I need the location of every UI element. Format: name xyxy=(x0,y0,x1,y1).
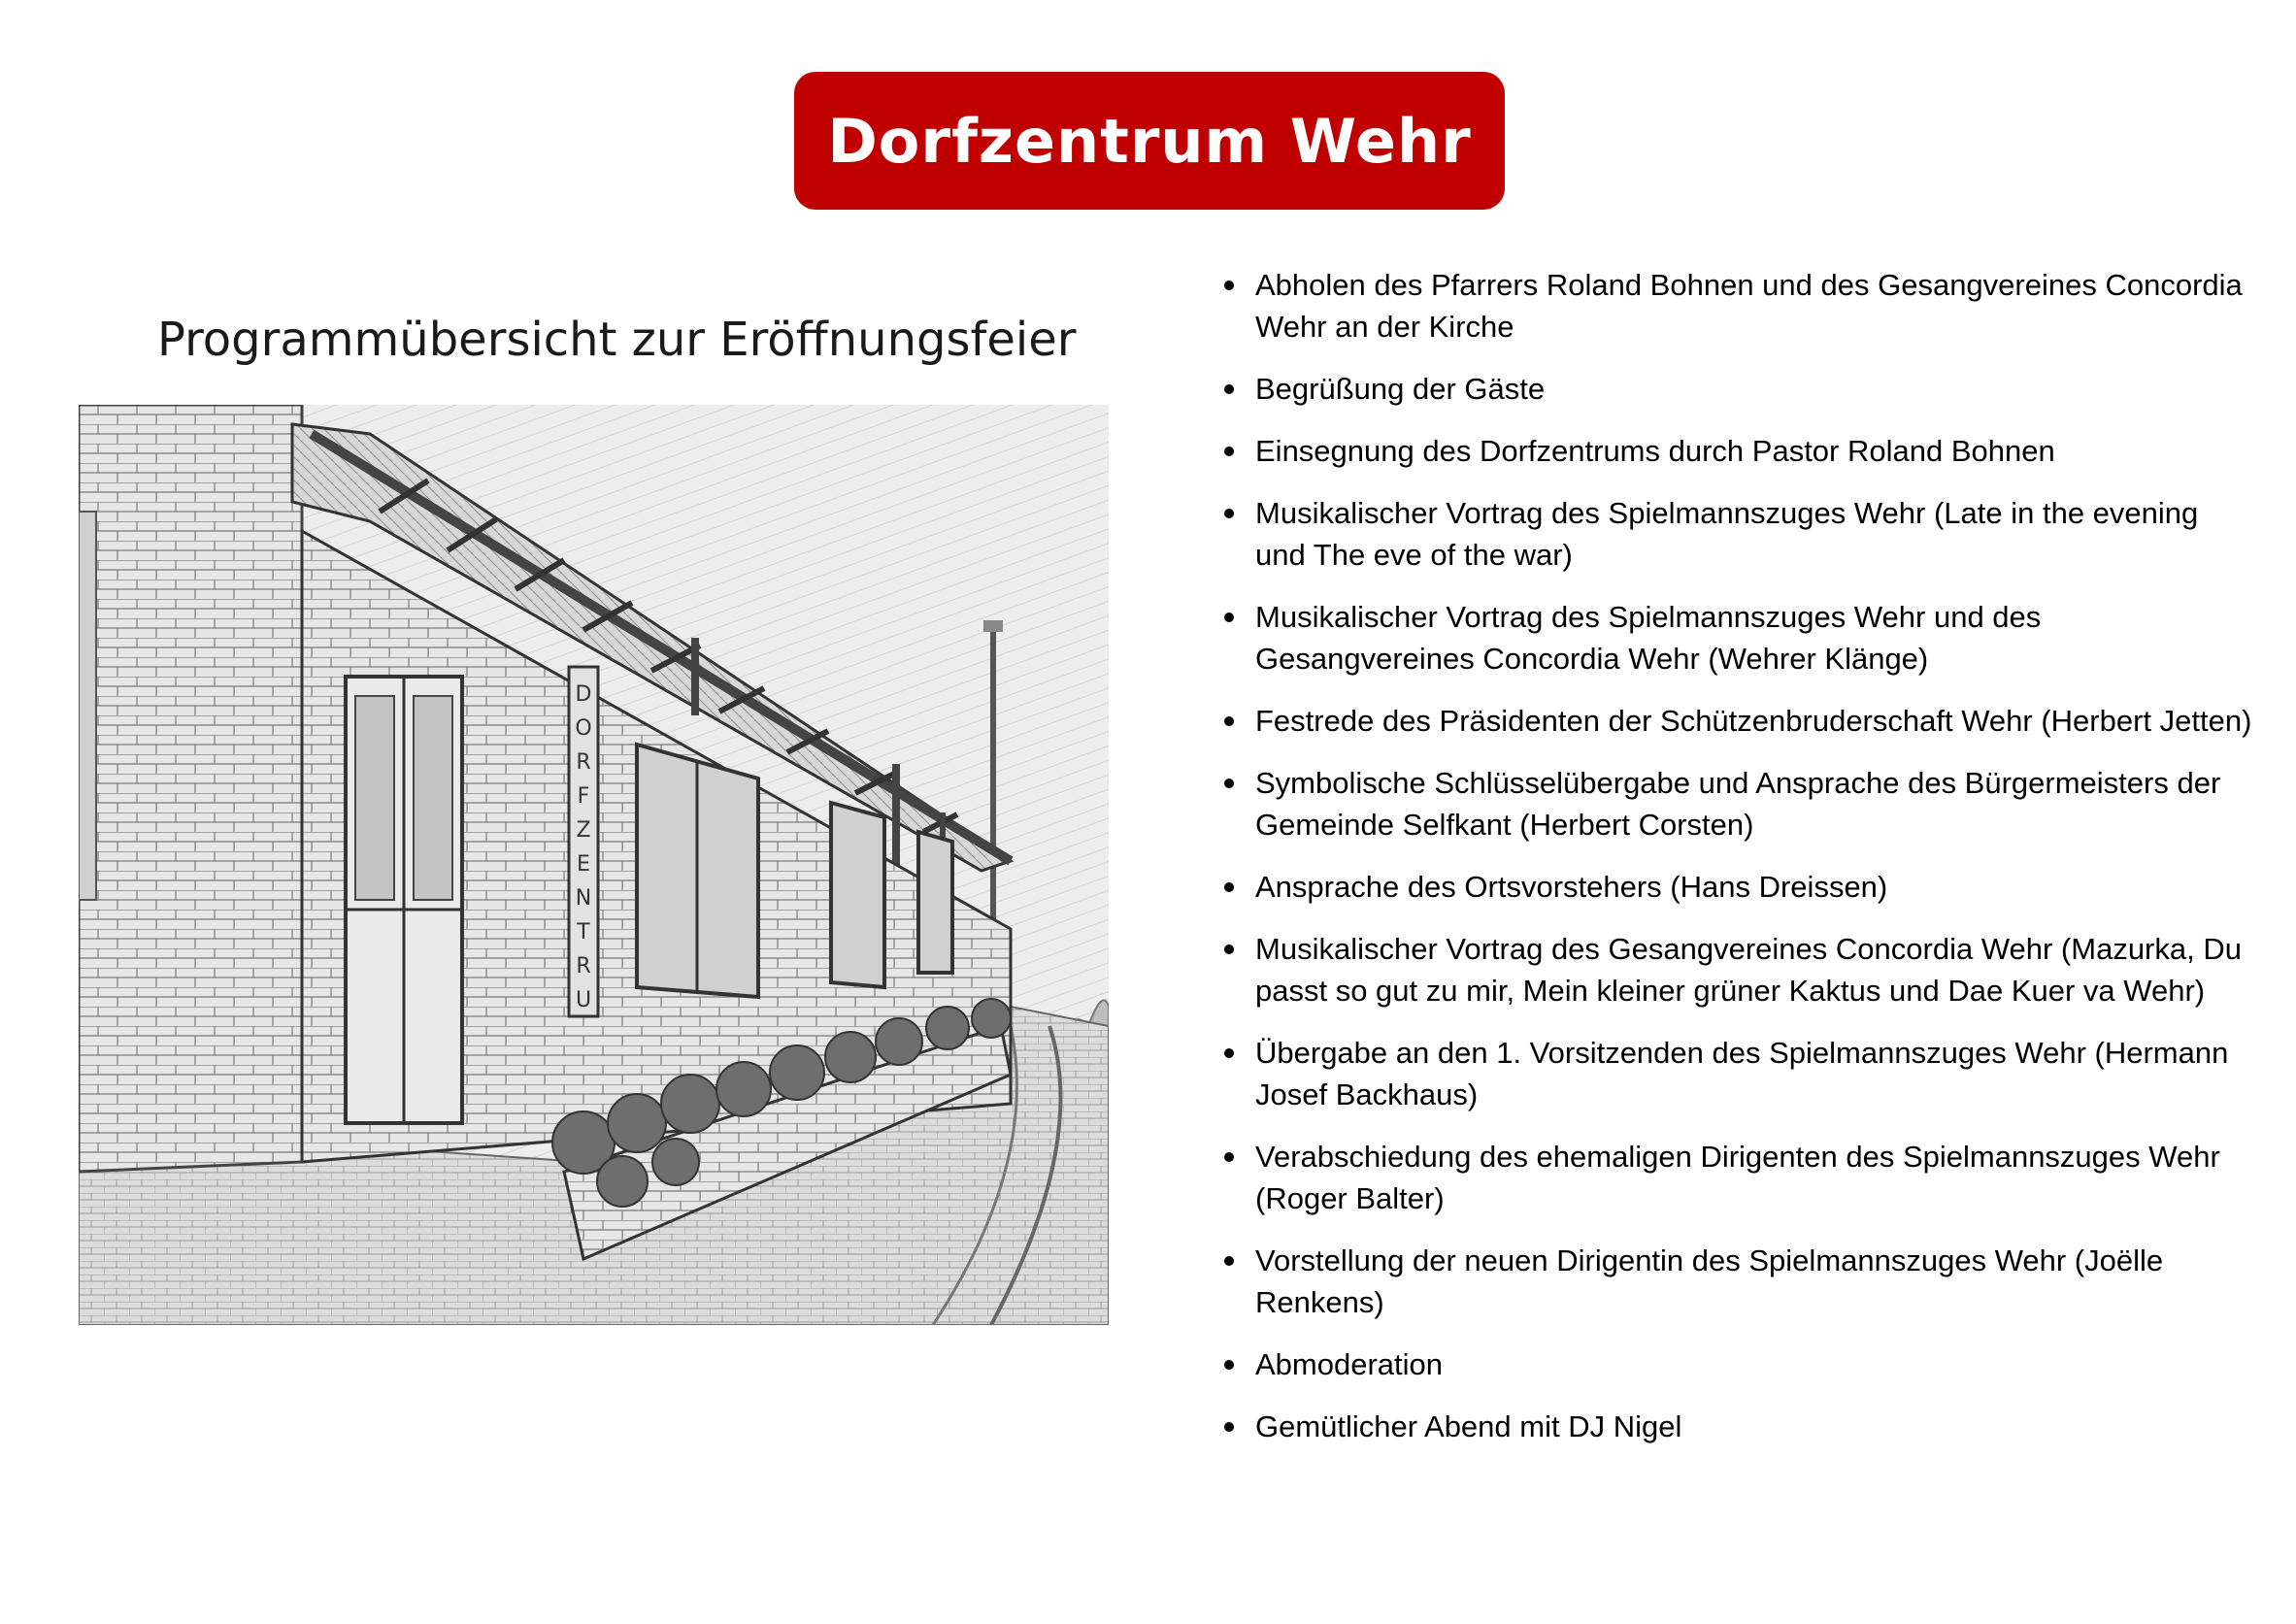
sign-letter: R xyxy=(576,954,591,978)
program-item: Verabschiedung des ehemaligen Dirigenten des Spielmannszuges Wehr (Roger Balter) xyxy=(1221,1136,2252,1219)
title-banner xyxy=(794,72,1505,210)
sign-letter: Z xyxy=(576,818,591,843)
sign-letter: E xyxy=(577,852,590,877)
building-sketch-image xyxy=(79,405,1109,1325)
program-item: Übergabe an den 1. Vorsitzenden des Spielmannszuges Wehr (Hermann Josef Backhaus) xyxy=(1221,1032,2252,1115)
program-item: Ansprache des Ortsvorstehers (Hans Dreissen) xyxy=(1221,866,2252,908)
sign-letter: U xyxy=(575,988,592,1012)
program-item: Einsegnung des Dorfzentrums durch Pastor Roland Bohnen xyxy=(1221,430,2252,472)
program-item: Begrüßung der Gäste xyxy=(1221,368,2252,410)
program-item: Festrede des Präsidenten der Schützenbruderschaft Wehr (Herbert Jetten) xyxy=(1221,700,2252,742)
sign-letter: N xyxy=(575,886,592,911)
program-item: Musikalischer Vortrag des Spielmannszuges Wehr (Late in the evening und The eve of the war) xyxy=(1221,492,2252,576)
program-item: Musikalischer Vortrag des Gesangvereines Concordia Wehr (Mazurka, Du passt so gut zu mir, Mein kleiner grüner Kaktus und Dae Kuer va Wehr) xyxy=(1221,928,2252,1011)
sign-letter: D xyxy=(575,682,592,707)
program-item: Symbolische Schlüsselübergabe und Ansprache des Bürgermeisters der Gemeinde Selfkant (Herbert Corsten) xyxy=(1221,762,2252,845)
program-item: Abmoderation xyxy=(1221,1343,2252,1385)
building-photo xyxy=(79,405,1109,1325)
program-heading: Programmübersicht zur Eröffnungsfeier xyxy=(157,313,1077,367)
program-item: Gemütlicher Abend mit DJ Nigel xyxy=(1221,1406,2252,1447)
program-item: Vorstellung der neuen Dirigentin des Spielmannszuges Wehr (Joëlle Renkens) xyxy=(1221,1240,2252,1323)
page-title: Dorfzentrum Wehr xyxy=(827,105,1472,177)
sign-letter: F xyxy=(577,784,590,809)
program-list xyxy=(1221,264,2252,1468)
program-item: Musikalischer Vortrag des Spielmannszuges Wehr und des Gesangvereines Concordia Wehr (Wehrer Klänge) xyxy=(1221,596,2252,679)
sign-letter: R xyxy=(576,750,591,775)
program-item: Abholen des Pfarrers Roland Bohnen und des Gesangvereines Concordia Wehr an der Kirche xyxy=(1221,264,2252,348)
sign-letter: O xyxy=(575,716,592,741)
sign-letter: T xyxy=(577,920,590,945)
